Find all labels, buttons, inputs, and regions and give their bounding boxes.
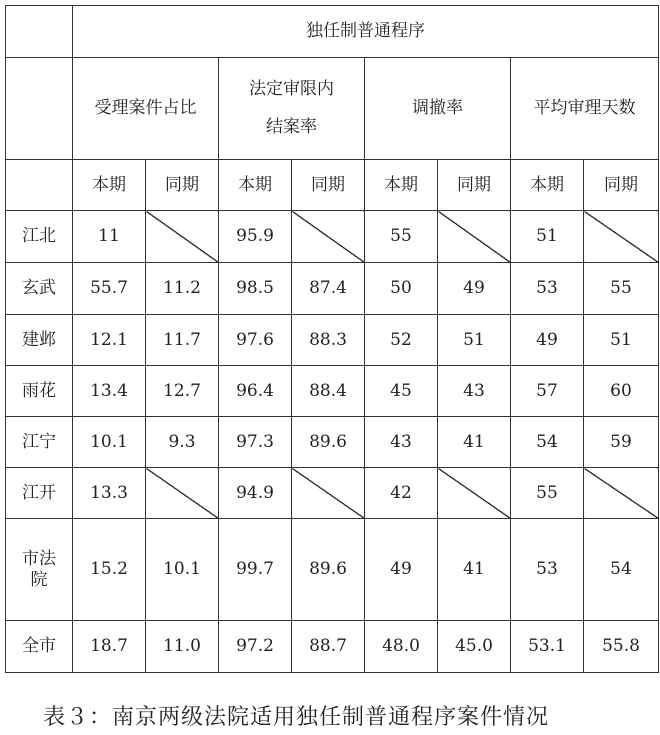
- value-cell: 42: [365, 468, 438, 519]
- value-cell: 51: [584, 315, 659, 366]
- value-cell: 43: [438, 366, 511, 417]
- value-cell: 11.7: [146, 315, 219, 366]
- value-cell: 41: [438, 417, 511, 468]
- empty-slash-cell: [438, 468, 511, 519]
- empty-slash-cell: [584, 468, 659, 519]
- metric-header-closure-rate: [219, 58, 365, 160]
- value-cell: 12.1: [73, 315, 146, 366]
- value-cell: 99.7: [219, 519, 292, 621]
- value-cell: 97.2: [219, 621, 292, 673]
- value-cell: 55.8: [584, 621, 659, 673]
- metric-header-closure-rate-text: 法定审限内结案率: [248, 79, 334, 137]
- period-header: 同期: [292, 160, 365, 211]
- value-cell: 13.4: [73, 366, 146, 417]
- value-cell: 88.3: [292, 315, 365, 366]
- value-cell: 57: [511, 366, 584, 417]
- value-cell: 55.7: [73, 263, 146, 315]
- period-header: 同期: [438, 160, 511, 211]
- corner-cell: [6, 6, 73, 58]
- value-cell: 15.2: [73, 519, 146, 621]
- period-header: 本期: [73, 160, 146, 211]
- value-cell: 45: [365, 366, 438, 417]
- value-cell: 49: [365, 519, 438, 621]
- table-row: [6, 468, 659, 519]
- region-cell: 雨花: [6, 366, 73, 417]
- value-cell: 45.0: [438, 621, 511, 673]
- table-row: [6, 315, 659, 366]
- region-cell: 全市: [6, 621, 73, 673]
- table-row: [6, 366, 659, 417]
- value-cell: 97.6: [219, 315, 292, 366]
- region-cell: 建邺: [6, 315, 73, 366]
- value-cell: 52: [365, 315, 438, 366]
- corner-cell: [6, 58, 73, 160]
- value-cell: 55: [511, 468, 584, 519]
- value-cell: 50: [365, 263, 438, 315]
- value-cell: 13.3: [73, 468, 146, 519]
- value-cell: 12.7: [146, 366, 219, 417]
- value-cell: 96.4: [219, 366, 292, 417]
- value-cell: 10.1: [146, 519, 219, 621]
- period-header: 本期: [511, 160, 584, 211]
- empty-slash-cell: [438, 211, 511, 263]
- metric-header-share: 受理案件占比: [73, 58, 219, 160]
- value-cell: 51: [438, 315, 511, 366]
- value-cell: 53.1: [511, 621, 584, 673]
- empty-slash-cell: [584, 211, 659, 263]
- group-header: 独任制普通程序: [73, 6, 659, 58]
- metric-header-avg-days: 平均审理天数: [511, 58, 659, 160]
- value-cell: 89.6: [292, 417, 365, 468]
- value-cell: 55: [584, 263, 659, 315]
- value-cell: 11.0: [146, 621, 219, 673]
- value-cell: 88.4: [292, 366, 365, 417]
- value-cell: 18.7: [73, 621, 146, 673]
- value-cell: 53: [511, 263, 584, 315]
- value-cell: 97.3: [219, 417, 292, 468]
- value-cell: 94.9: [219, 468, 292, 519]
- value-cell: 87.4: [292, 263, 365, 315]
- value-cell: 55: [365, 211, 438, 263]
- value-cell: 10.1: [73, 417, 146, 468]
- value-cell: 11.2: [146, 263, 219, 315]
- value-cell: 49: [438, 263, 511, 315]
- empty-slash-cell: [146, 211, 219, 263]
- value-cell: 51: [511, 211, 584, 263]
- region-cell: 江开: [6, 468, 73, 519]
- table-row: [6, 621, 659, 673]
- period-header: 同期: [146, 160, 219, 211]
- value-cell: 89.6: [292, 519, 365, 621]
- period-header: 本期: [365, 160, 438, 211]
- region-cell: 江北: [6, 211, 73, 263]
- value-cell: 53: [511, 519, 584, 621]
- value-cell: 98.5: [219, 263, 292, 315]
- table-row: [6, 211, 659, 263]
- empty-slash-cell: [146, 468, 219, 519]
- metric-header-mediation-rate: 调撤率: [365, 58, 511, 160]
- value-cell: 60: [584, 366, 659, 417]
- table-row: [6, 417, 659, 468]
- corner-cell: [6, 160, 73, 211]
- value-cell: 43: [365, 417, 438, 468]
- value-cell: 48.0: [365, 621, 438, 673]
- empty-slash-cell: [292, 468, 365, 519]
- table-caption: 表３：南京两级法院适用独任制普通程序案件情况: [43, 705, 550, 730]
- value-cell: 54: [511, 417, 584, 468]
- value-cell: 11: [73, 211, 146, 263]
- case-statistics-table: [5, 5, 659, 673]
- period-header: 本期: [219, 160, 292, 211]
- region-cell: 玄武: [6, 263, 73, 315]
- value-cell: 54: [584, 519, 659, 621]
- table-row: [6, 263, 659, 315]
- region-cell: 江宁: [6, 417, 73, 468]
- region-cell: 市法院: [6, 519, 73, 621]
- value-cell: 95.9: [219, 211, 292, 263]
- empty-slash-cell: [292, 211, 365, 263]
- value-cell: 59: [584, 417, 659, 468]
- value-cell: 49: [511, 315, 584, 366]
- period-header: 同期: [584, 160, 659, 211]
- value-cell: 41: [438, 519, 511, 621]
- value-cell: 88.7: [292, 621, 365, 673]
- table-row: [6, 519, 659, 621]
- value-cell: 9.3: [146, 417, 219, 468]
